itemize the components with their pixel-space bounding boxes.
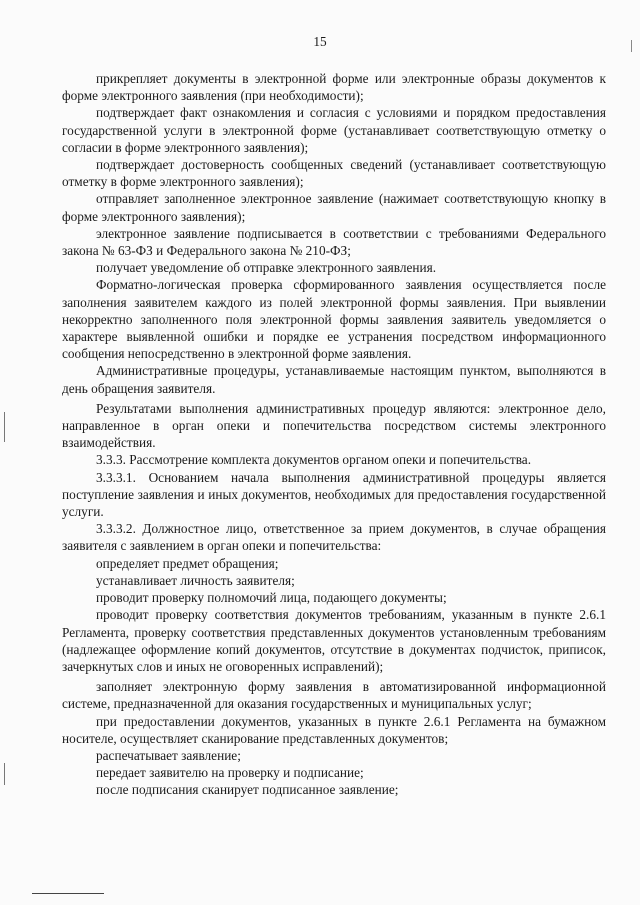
scan-edge-mark <box>4 412 5 442</box>
paragraph: Форматно-логическая проверка сформированного заявления осуществляется после заполнения заявителем каждого из полей электронной формы заявления. При выявлении некорректно заполненного поля электронной формы заявления заявитель уведомляется о характере выявленной ошибки и порядке ее устранения посредством информационного сообщения непосредственно в электронной форме заявления. <box>62 277 606 362</box>
list-item: при предоставлении документов, указанных в пункте 2.6.1 Регламента на бумажном носителе, осуществляет сканирование представленных документов; <box>62 713 606 746</box>
footnote-rule <box>32 893 104 894</box>
paragraph: подтверждает достоверность сообщенных сведений (устанавливает соответствующую отметку в форме электронного заявления); <box>62 157 606 190</box>
paragraph: подтверждает факт ознакомления и согласия с условиями и порядком предоставления государственной услуги в электронной форме (устанавливает соответствующую отметку о согласии в форме электронного заявления); <box>62 105 606 155</box>
paragraph: прикрепляет документы в электронной форме или электронные образы документов к форме электронного заявления (при необходимости); <box>62 71 606 104</box>
paragraph: 3.3.3.2. Должностное лицо, ответственное за прием документов, в случае обращения заявителя с заявлением в орган опеки и попечительства: <box>62 521 606 554</box>
paragraph: отправляет заполненное электронное заявление (нажимает соответствующую кнопку в форме электронного заявления); <box>62 191 606 224</box>
list-item: проводит проверку соответствия документов требованиям, указанным в пункте 2.6.1 Регламента, проверку соответствия представленных документов установленным требованиям (надлежащее оформление копий документов, отсутствие в документах подчисток, приписок, зачеркнутых слов и иных не оговоренных исправлений); <box>62 607 606 674</box>
list-item: определяет предмет обращения; <box>96 555 279 571</box>
list-item: заполняет электронную форму заявления в автоматизированной информационной системе, предназначенной для оказания государственных и муниципальных услуг; <box>62 679 606 712</box>
scan-corner-mark <box>631 40 632 52</box>
section-heading: 3.3.3. Рассмотрение комплекта документов органом опеки и попечительства. <box>96 452 532 468</box>
list-item: проводит проверку полномочий лица, подающего документы; <box>96 590 447 606</box>
page-number: 15 <box>313 34 327 49</box>
document-body <box>62 70 606 799</box>
list-item: после подписания сканирует подписанное заявление; <box>96 782 399 798</box>
list-item: устанавливает личность заявителя; <box>96 572 295 588</box>
paragraph: получает уведомление об отправке электронного заявления. <box>96 260 437 276</box>
paragraph: Административные процедуры, устанавливаемые настоящим пунктом, выполняются в день обращения заявителя. <box>62 363 606 396</box>
paragraph: Результатами выполнения административных процедур являются: электронное дело, направленное в орган опеки и попечительства посредством системы электронного взаимодействия. <box>62 400 606 451</box>
list-item: распечатывает заявление; <box>96 747 241 763</box>
paragraph: 3.3.3.1. Основанием начала выполнения административной процедуры является поступление заявления и иных документов, необходимых для предоставления государственной услуги. <box>62 469 606 520</box>
list-item: передает заявителю на проверку и подписание; <box>96 765 364 781</box>
paragraph: электронное заявление подписывается в соответствии с требованиями Федерального закона № 63-ФЗ и Федерального закона № 210-ФЗ; <box>62 225 606 259</box>
scan-edge-mark <box>4 763 5 785</box>
